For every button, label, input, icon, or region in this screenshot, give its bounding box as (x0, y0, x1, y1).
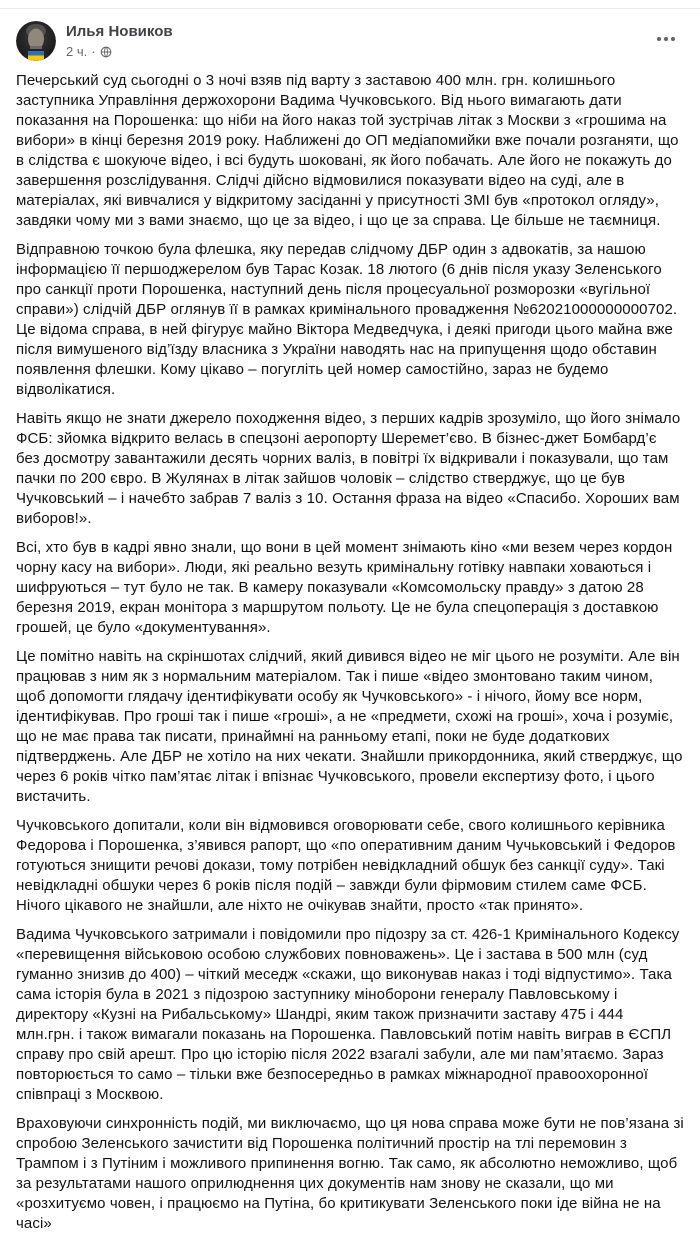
post-card (0, 9, 700, 1248)
post-paragraph: Це помітно навіть на скріншотах слідчий, який дивився відео не міг цього не розуміти. Але він працював з ним як з нормальним матеріалом. Так і пише «відео змонтовано таким чином, щоб допомогти глядачу ідентифікувати особу як Чучковського» - і нічого, йому все норм, ідентифікував. Про гроші так і пише «гроші», а не «предмети, схожі на гроші», хоча і розуміє, що не має права так писати, принаймні на ранньому етапі, поки не буде додаткових підтверджень. Але ДБР не хотіло на них чекати. Знайшли прикордонника, який стверджує, що через 6 років чітко пам’ятає літак і впізнає Чучковського, провели експертизу фото, і цього вистачить. (16, 648, 683, 805)
post-body (0, 65, 700, 1248)
post-paragraph: Враховуючи синхронність подій, ми виключаємо, що ця нова справа може бути не пов’язана зі спробою Зеленського зачистити від Порошенка політичний простір на тлі перемовин з Трампом і з Путіним і можливого припинення вогню. Так само, як абсолютно неможливо, щоб за результатами нашого оприлюднення цих документів нам знову не сказали, що ми «розхитуємо човен, і працюємо на Путіна, бо критикувати Зеленського поки іде війна не на часі» (16, 1115, 684, 1232)
post-paragraph: Чучковського допитали, коли він відмовився оговорювати себе, свого колишнього керівника Федорова і Порошенка, з’явився рапорт, що «по оперативним даним Чучьковський і Федоров готуються знищити речові докази, тому потрібен невідкладний обшук без санкції суду». Такі невідкладні обшуки через 6 років після подій – завжди були фірмовим стилем саме ФСБ. Нічого цікавого не знайшли, але ніхто не очікував знайти, просто «так принято». (16, 817, 676, 914)
post-paragraph: Відправною точкою була флешка, яку передав слідчому ДБР один з адвокатів, за нашою інформацією її першоджерелом був Тарас Козак. 18 лютого (6 днів після указу Зеленського про санкції проти Порошенка, наступний день після процесуальної розморозки «вугільної справи») слідчій ДБР оглянув її в рамках кримінального провадження №62021000000000702. Це відома справа, в ней фігурує майно Віктора Медведчука, і деякі пригоди цього майна вже після вимушеного від’їзду власника з України наводять нас на припущення щодо обставин появлення флешки. Кому цікаво – погугліть цей номер самостійно, зараз не будемо відволікатися. (16, 241, 678, 398)
post-paragraph: Печерський суд сьогодні о 3 ночі взяв під варту з заставою 400 млн. грн. колишнього заступника Управління держохорони Вадима Чучковського. Від нього вимагають дати показання на Порошенка: що ніби на його наказ той зустрічав літак з Москви з «грошима на вибори» в кінці березня 2019 року. Наближені до ОП медіапомийки вже почали розганяти, що в слідства є шокуюче відео, і всі будуть шоковані, як його побачать. Але його не покажуть до завершення розслідування. Слідчі дійсно відмовилися показувати відео на суді, але в матеріалах, які вивчалися у відкритому засіданні у присутності ЗМІ був «протокол огляду», завдяки чому ми з вами знаємо, що це за відео, і що це за справа. Це більше не таємниця. (16, 72, 679, 229)
timestamp[interactable]: 2 ч. (66, 44, 88, 59)
ellipsis-icon (657, 37, 661, 41)
author-block (66, 21, 648, 60)
post-meta (66, 44, 648, 60)
post-paragraph: Навіть якщо не знати джерело походження відео, з перших кадрів зрозуміло, що його знімало ФСБ: зйомка відкрито велась в спецзоні аеропорту Шеремет’єво. В бізнес-джет Бомбард’є без досмотру завантажили десять чорних валіз, в повітрі їх відкривали і показували, що там пачки по 200 євро. В Жулянах в літак зайшов чоловік – слідство стверджує, що це був Чучковський – і начебто забрав 7 валіз з 10. Остання фраза на відео «Спасибо. Хороших вам виборов!». (16, 410, 681, 527)
author-name[interactable]: Илья Новиков (66, 23, 173, 40)
top-divider (0, 0, 700, 9)
avatar-image (16, 21, 56, 61)
more-options-button[interactable] (648, 27, 684, 51)
post-paragraph: Вадима Чучковського затримали і повідомили про підозру за ст. 426-1 Кримінального Кодексу «перевищення військовою особою службових повноважень». Це і застава в 500 млн (суд гуманно знизив до 400) – чіткий меседж «скажи, що виконував наказ і тоді відпустимо». Така сама історія була в 2021 з підозрою заступнику міноборони генералу Павловському і директору «Кузні на Рибальському» Шандрі, яким також призначити заставу 475 і 444 млн.грн. і також вимагали показань на Порошенка. Павловський потім навіть виграв в ЄСПЛ справу про свій арешт. Про цю історію після 2022 взагалі забули, але ми пам’ятаємо. Зараз повторюється то само – тільки вже безпосередньо в рамках міжнародної правоохоронної співпраці з Москвою. (16, 926, 680, 1103)
post-paragraph: Всі, хто був в кадрі явно знали, що вони в цей момент знімають кіно «ми везем через кордон чорну касу на вибори». Люди, які реально везуть кримінальну готівку навпаки ховаються і шифруються – тут було не так. В камеру показували «Комсомольску правду» з датою 28 березня 2019, екран монітора з маршрутом польоту. Це не була спецоперація з доставкою грошей, це було «документування». (16, 539, 673, 636)
post-header (0, 9, 700, 65)
globe-icon (100, 46, 112, 58)
avatar[interactable] (16, 21, 56, 61)
meta-separator: · (91, 44, 96, 59)
